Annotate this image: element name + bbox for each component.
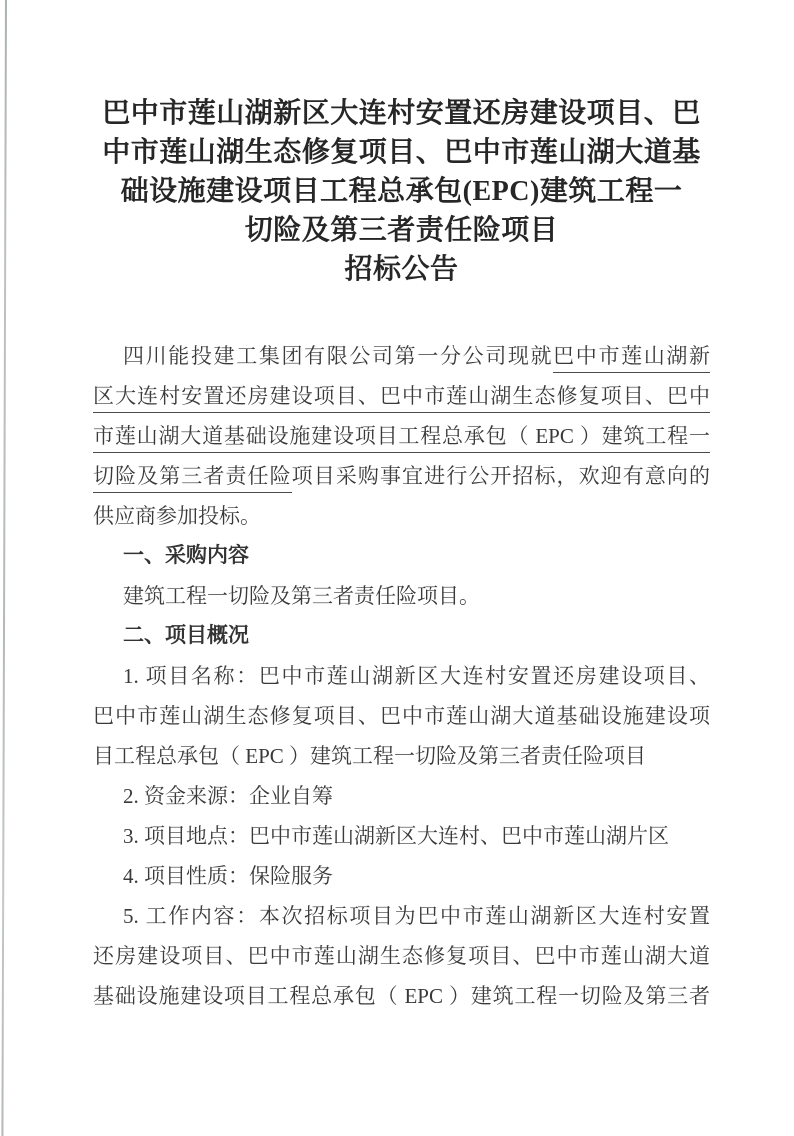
underlined-text: 巴中市莲山湖新	[553, 344, 710, 373]
text-segment: 5. 工作内容：本次招标项目为巴中市莲山湖新区大连村安置	[123, 904, 710, 928]
body-line	[93, 776, 710, 816]
scan-edge-line	[1, 0, 7, 1136]
body-line	[93, 576, 710, 616]
body-line	[93, 456, 710, 496]
text-segment: 二、项目概况	[123, 624, 249, 647]
text-segment: 项目采购事宜进行公开招标，欢迎有意向的	[291, 464, 710, 488]
body-line	[93, 696, 710, 736]
title-line: 础设施建设项目工程总承包(EPC)建筑工程一	[120, 176, 683, 207]
title-line: 中市莲山湖生态修复项目、巴中市莲山湖大道基	[102, 137, 701, 168]
body-line	[93, 976, 710, 1016]
text-segment: 1. 项目名称：巴中市莲山湖新区大连村安置还房建设项目、	[123, 664, 710, 688]
text-segment: 3. 项目地点：巴中市莲山湖新区大连村、巴中市莲山湖片区	[123, 824, 669, 848]
title-line: 切险及第三者责任险项目	[244, 215, 559, 246]
section-heading	[93, 536, 710, 576]
text-segment: 一、采购内容	[123, 544, 249, 567]
scan-page	[93, 94, 710, 1016]
body-line	[93, 896, 710, 936]
text-segment: 四川能投建工集团有限公司第一分公司现就	[123, 344, 554, 368]
text-segment: 巴中市莲山湖生态修复项目、巴中市莲山湖大道基础设施建设项	[93, 704, 710, 728]
body-line	[93, 656, 710, 696]
document-title	[93, 94, 710, 289]
body-line	[93, 336, 710, 376]
body-line	[93, 736, 710, 776]
underlined-text: 市莲山湖大道基础设施建设项目工程总承包（ EPC ）建筑工程一	[93, 424, 710, 453]
section-heading	[93, 616, 710, 656]
body-line	[93, 496, 710, 536]
text-segment: 2. 资金来源：企业自筹	[123, 784, 333, 808]
body-line	[93, 856, 710, 896]
text-segment: 4. 项目性质：保险服务	[123, 864, 333, 888]
body-line	[93, 936, 710, 976]
body-line	[93, 416, 710, 456]
title-line: 巴中市莲山湖新区大连村安置还房建设项目、巴	[102, 98, 701, 129]
body-line	[93, 376, 710, 416]
title-line: 招标公告	[344, 254, 459, 285]
underlined-text: 切险及第三者责任险	[93, 464, 292, 493]
text-segment: 基础设施建设项目工程总承包（ EPC ）建筑工程一切险及第三者	[93, 984, 710, 1008]
body-line	[93, 816, 710, 856]
text-segment: 供应商参加投标。	[93, 504, 261, 528]
text-segment: 目工程总承包（ EPC ）建筑工程一切险及第三者责任险项目	[93, 744, 647, 768]
text-segment: 还房建设项目、巴中市莲山湖生态修复项目、巴中市莲山湖大道	[93, 944, 710, 968]
document-body	[93, 336, 710, 1016]
underlined-text: 区大连村安置还房建设项目、巴中市莲山湖生态修复项目、巴中	[93, 384, 710, 413]
text-segment: 建筑工程一切险及第三者责任险项目。	[123, 584, 480, 608]
